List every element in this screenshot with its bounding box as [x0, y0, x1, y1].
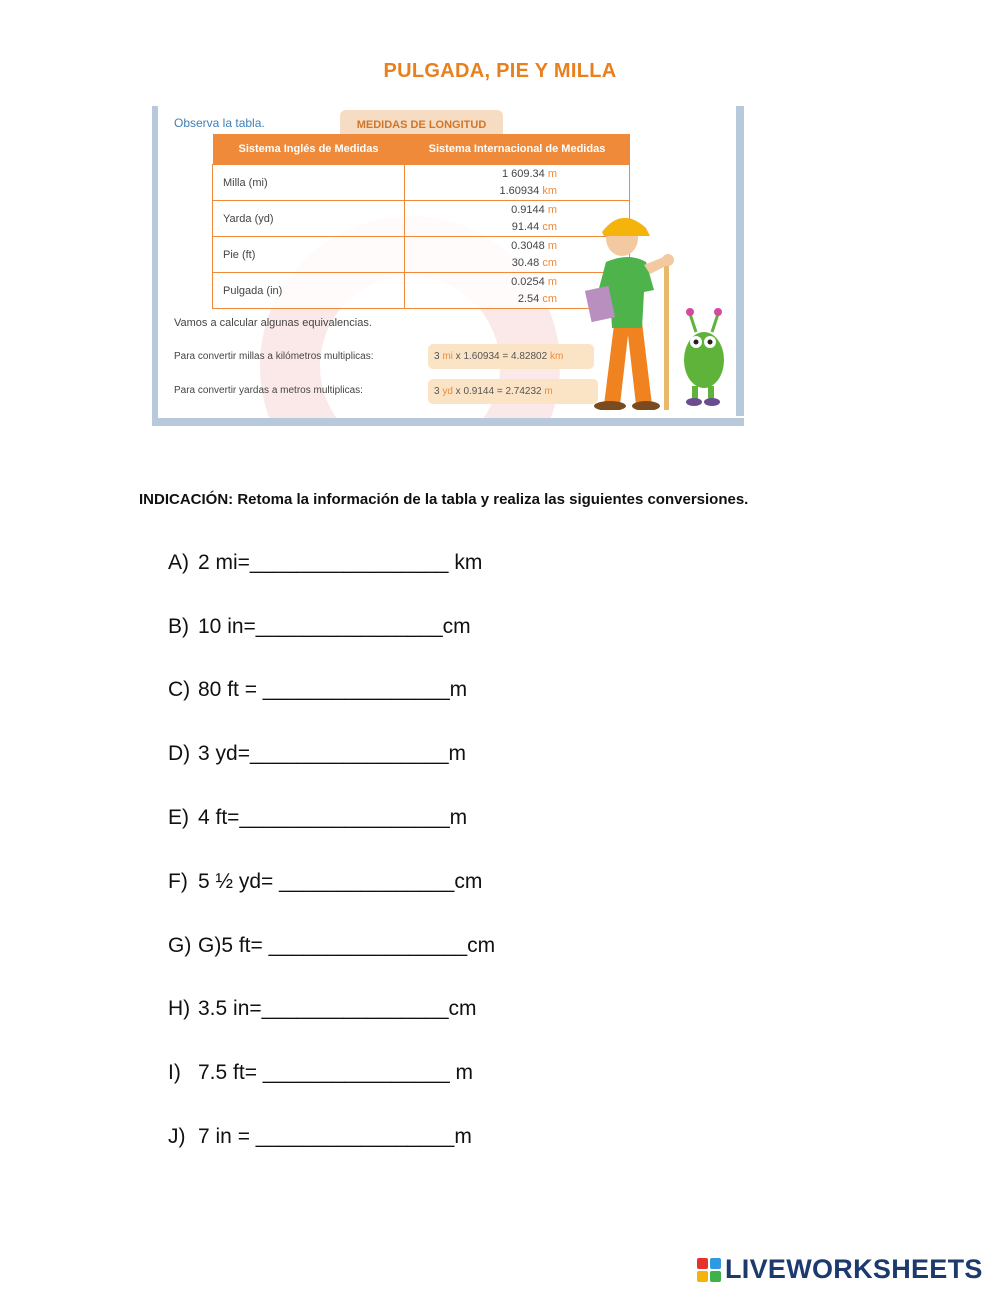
alien-leg [708, 386, 714, 400]
unit-cell: Milla (mi) [213, 165, 405, 201]
alien-foot [686, 398, 702, 406]
value-cell [405, 165, 630, 201]
exercise-item[interactable] [168, 722, 495, 786]
conversion-text-miles: Para convertir millas a kilómetros multiplicas: [174, 351, 374, 362]
formula-value: 3 [434, 351, 440, 362]
exercise-text: G)5 ft= _________________cm [198, 933, 496, 957]
alien-leg [692, 386, 698, 400]
formula-miles [428, 344, 594, 369]
alien-antenna-tip [714, 308, 722, 316]
conversion-text-yards: Para convertir yardas a metros multiplicas: [174, 385, 363, 396]
figure-frame-left [152, 106, 158, 426]
exercise-item[interactable] [168, 531, 495, 595]
table-row [213, 201, 630, 237]
exercise-letter: H) [168, 997, 191, 1021]
logo-block [697, 1271, 708, 1282]
intro-text: Vamos a calcular algunas equivalencias. [174, 317, 372, 329]
exercise-item[interactable] [168, 659, 495, 723]
alien-antenna [712, 314, 718, 332]
value: 91.44 [511, 220, 540, 233]
table-row [213, 273, 630, 309]
alien-antenna [690, 314, 696, 332]
value: 1.60934 [499, 184, 540, 197]
value: 0.3048 [511, 239, 545, 252]
value: 2.54 [517, 292, 540, 305]
observe-label: Observa la tabla. [174, 116, 265, 130]
formula-unit: yd [442, 386, 453, 397]
unit: m [547, 239, 557, 252]
exercise-letter: F) [168, 869, 188, 893]
exercise-letter: D) [168, 742, 191, 766]
logo-block [710, 1271, 721, 1282]
character-illustration [584, 210, 740, 410]
value: 1 609.34 [501, 167, 545, 180]
exercise-letter: A) [168, 550, 189, 574]
unit-cell: Pie (ft) [213, 237, 405, 273]
exercise-item[interactable] [168, 850, 495, 914]
table-header-row [213, 134, 630, 165]
exercise-text: 7.5 ft= ________________ m [198, 1061, 473, 1085]
table-row [213, 237, 630, 273]
exercise-text: 3 yd=_________________m [198, 742, 466, 766]
exercise-item[interactable] [168, 978, 495, 1042]
unit-cell: Pulgada (in) [213, 273, 405, 309]
exercise-item[interactable] [168, 1105, 495, 1169]
unit: m [547, 203, 557, 216]
exercise-item[interactable] [168, 914, 495, 978]
exercise-text: 7 in = _________________m [198, 1125, 472, 1149]
value: 0.0254 [511, 275, 545, 288]
exercise-item[interactable] [168, 1041, 495, 1105]
exercise-letter: C) [168, 678, 191, 702]
table-tab-label: MEDIDAS DE LONGITUD [340, 110, 503, 136]
unit-cell: Yarda (yd) [213, 201, 405, 237]
alien-foot [704, 398, 720, 406]
value: 30.48 [511, 256, 540, 269]
formula-yards [428, 379, 598, 404]
exercise-text: 3.5 in=________________cm [198, 997, 477, 1021]
formula-unit: mi [442, 351, 453, 362]
exercise-text: 80 ft = ________________m [198, 678, 468, 702]
worker-legs [604, 322, 652, 405]
logo-block [710, 1258, 721, 1269]
measuring-stick [664, 265, 669, 410]
header-english: Sistema Inglés de Medidas [213, 134, 405, 165]
instruction-text: INDICACIÓN: Retoma la información de la tabla y realiza las siguientes conversiones. [139, 491, 749, 508]
exercise-text: 4 ft=__________________m [198, 806, 468, 830]
alien-body [684, 332, 724, 388]
unit: cm [542, 256, 557, 269]
formula-value: 3 [434, 386, 440, 397]
exercise-text: 2 mi=_________________ km [198, 550, 483, 574]
exercise-text: 10 in=________________cm [198, 614, 471, 638]
formula-body: x 1.60934 = 4.82802 [452, 351, 550, 362]
figure-frame-bottom [152, 418, 744, 426]
exercise-item[interactable] [168, 786, 495, 850]
exercise-letter: I) [168, 1061, 181, 1085]
unit: cm [542, 292, 557, 305]
hard-hat [602, 218, 650, 236]
length-table-figure [152, 106, 744, 426]
formula-unit: m [544, 386, 553, 397]
exercise-item[interactable] [168, 595, 495, 659]
logo-text: LIVEWORKSHEETS [725, 1254, 983, 1284]
exercise-list [168, 531, 495, 1169]
unit: km [542, 184, 557, 197]
alien-pupil [708, 340, 713, 345]
formula-body: x 0.9144 = 2.74232 [452, 386, 545, 397]
liveworksheets-logo [697, 1254, 983, 1285]
exercise-letter: J) [168, 1125, 186, 1149]
page-title: PULGADA, PIE Y MILLA [383, 60, 617, 82]
exercise-letter: B) [168, 614, 189, 638]
alien-pupil [694, 340, 699, 345]
alien-antenna-tip [686, 308, 694, 316]
formula-unit: km [549, 351, 564, 362]
exercise-letter: G) [168, 933, 192, 957]
unit: m [547, 275, 557, 288]
logo-blocks-icon [697, 1258, 721, 1282]
logo-block [697, 1258, 708, 1269]
conversion-table [212, 134, 630, 309]
worker-hand [662, 254, 674, 266]
worker-shoe [594, 401, 626, 410]
table-row [213, 165, 630, 201]
exercise-letter: E) [168, 806, 189, 830]
exercise-text: 5 ½ yd= _______________cm [198, 869, 483, 893]
unit: m [547, 167, 557, 180]
value: 0.9144 [511, 203, 545, 216]
header-international: Sistema Internacional de Medidas [405, 134, 630, 165]
unit: cm [542, 220, 557, 233]
